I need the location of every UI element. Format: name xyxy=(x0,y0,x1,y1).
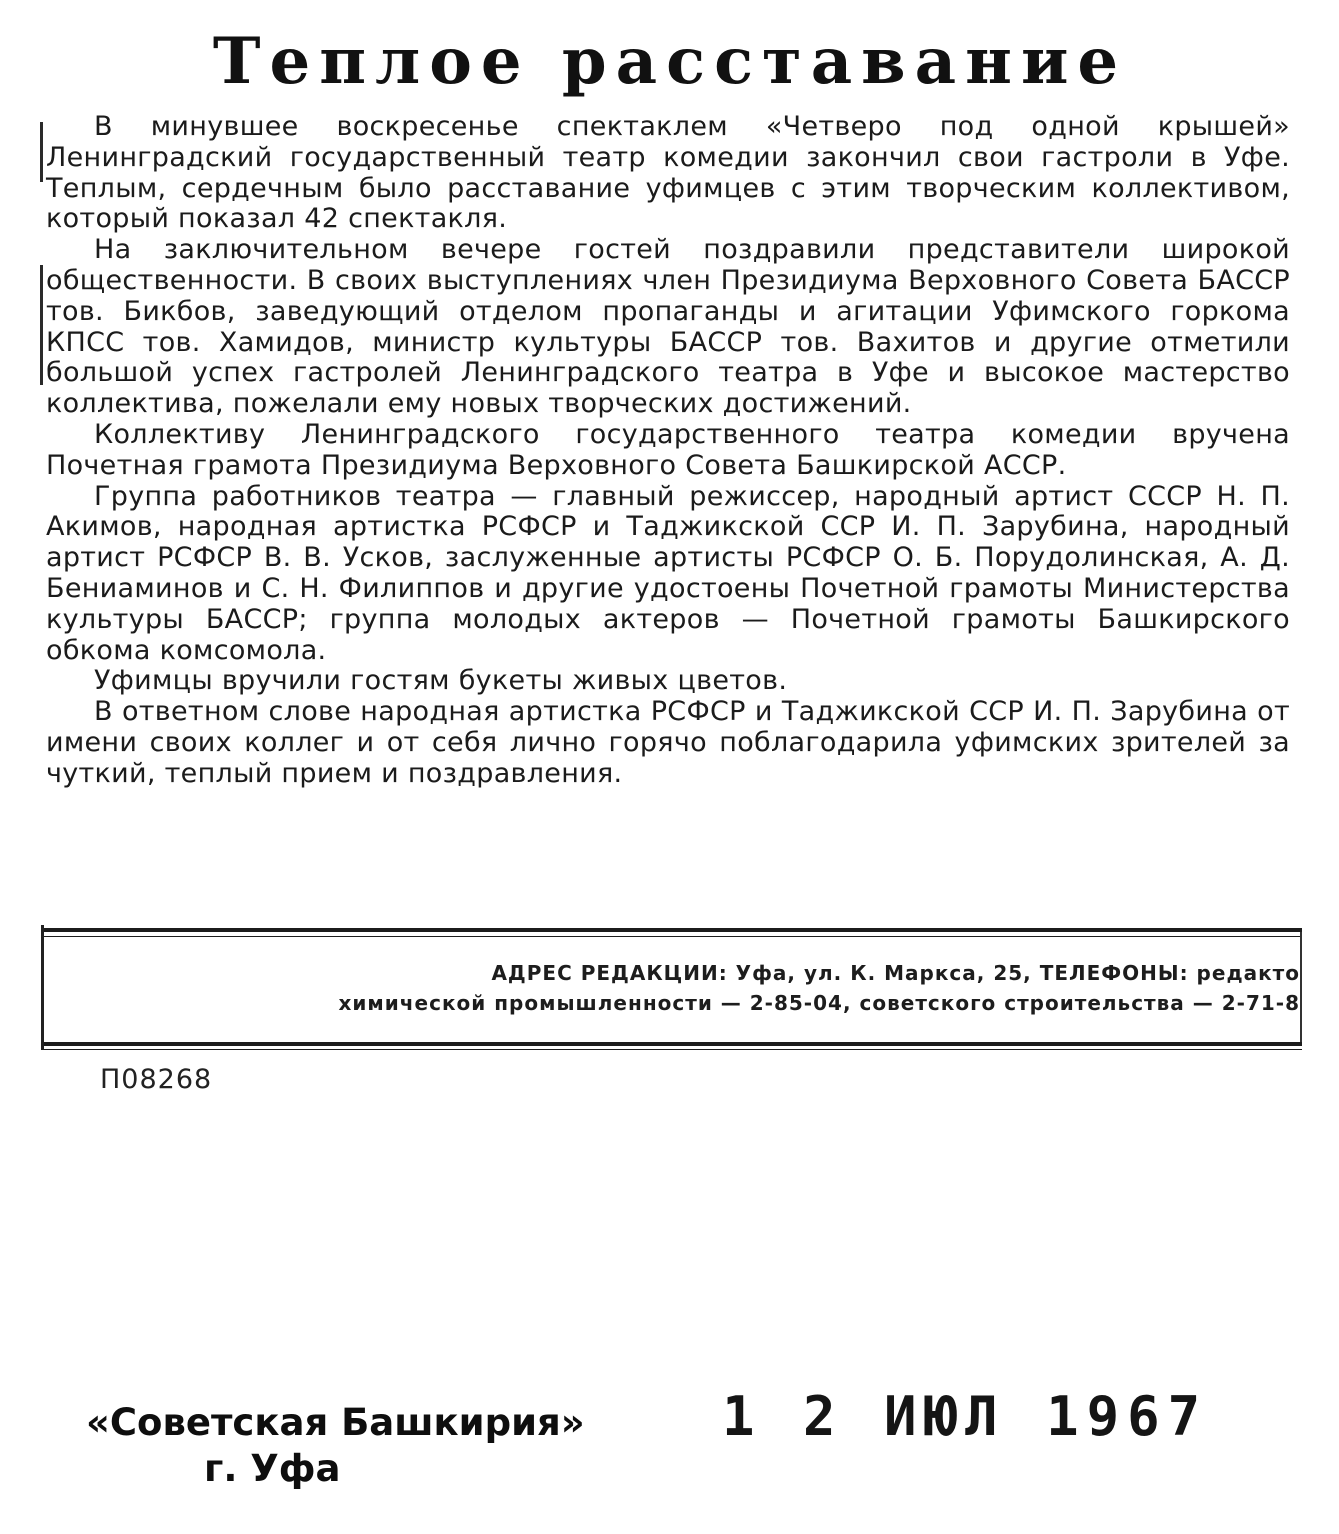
margin-mark xyxy=(40,122,43,182)
address-line: АДРЕС РЕДАКЦИИ: Уфа, ул. К. Маркса, 25, ТЕЛЕФОНЫ: редакто xyxy=(491,961,1300,985)
article-paragraph: В минувшее воскресенье спектаклем «Четверо под одной крышей» Ленинградский государственный театр комедии закончил свои гастроли в Уфе. Теплым, сердечным было расставание уфимцев с этим творческим коллективом, который показал 42 спектакля. xyxy=(46,111,1290,235)
margin-mark xyxy=(40,265,43,385)
footer-frame-left xyxy=(41,925,44,1050)
footer-frame-right xyxy=(1300,932,1302,1044)
archive-code: П08268 xyxy=(100,1064,213,1095)
footer-bottom-rule xyxy=(44,1042,1302,1046)
article-paragraph: Группа работников театра — главный режиссер, народный артист СССР Н. П. Акимов, народная артистка РСФСР и Таджикской ССР И. П. Зарубина, народный артист РСФСР В. В. Усков, заслуженные артисты РСФСР О. Б. Порудолинская, А. Д. Бениаминов и С. Н. Филиппов и другие удостоены Почетной грамоты Министерства культуры БАССР; группа молодых актеров — Почетной грамоты Башкирского обкома комсомола. xyxy=(46,480,1290,666)
article-paragraph: На заключительном вечере гостей поздравили представители широкой общественности. В своих выступлениях член Президиума Верховного Совета БАССР тов. Бикбов, заведующий отделом пропаганды и агитации Уфимского горкома КПСС тов. Хамидов, министр культуры БАССР тов. Вахитов и другие отметили большой успех гастролей Ленинградского театра в Уфе и высокое мастерство коллектива, пожелали ему новых творческих достижений. xyxy=(46,234,1290,420)
address-line: химической промышленности — 2-85-04, советского строительства — 2-71-8 xyxy=(338,991,1300,1015)
article-body xyxy=(46,112,1290,790)
editorial-address xyxy=(60,958,1300,1018)
date-stamp: 1 2 ИЮЛ 1967 xyxy=(722,1385,1209,1448)
stamp-newspaper: «Советская Башкирия» xyxy=(86,1401,585,1444)
footer-top-rule xyxy=(44,928,1302,932)
article-paragraph: В ответном слове народная артистка РСФСР и Таджикской ССР И. П. Зарубина от имени своих коллег и от себя лично горячо поблагодарила уфимских зрителей за чуткий, теплый прием и поздравления. xyxy=(46,696,1290,789)
article-paragraph: Коллективу Ленинградского государственного театра комедии вручена Почетная грамота Президиума Верховного Совета Башкирской АССР. xyxy=(46,418,1290,481)
stamp-city: г. Уфа xyxy=(204,1447,341,1490)
source-stamp xyxy=(86,1400,585,1492)
article-title: Теплое расставание xyxy=(212,24,1128,99)
footer-top-rule-thin xyxy=(44,936,1302,937)
article-paragraph: Уфимцы вручили гостям букеты живых цветов. xyxy=(94,665,788,697)
footer-bottom-rule-thin xyxy=(44,1049,1302,1050)
